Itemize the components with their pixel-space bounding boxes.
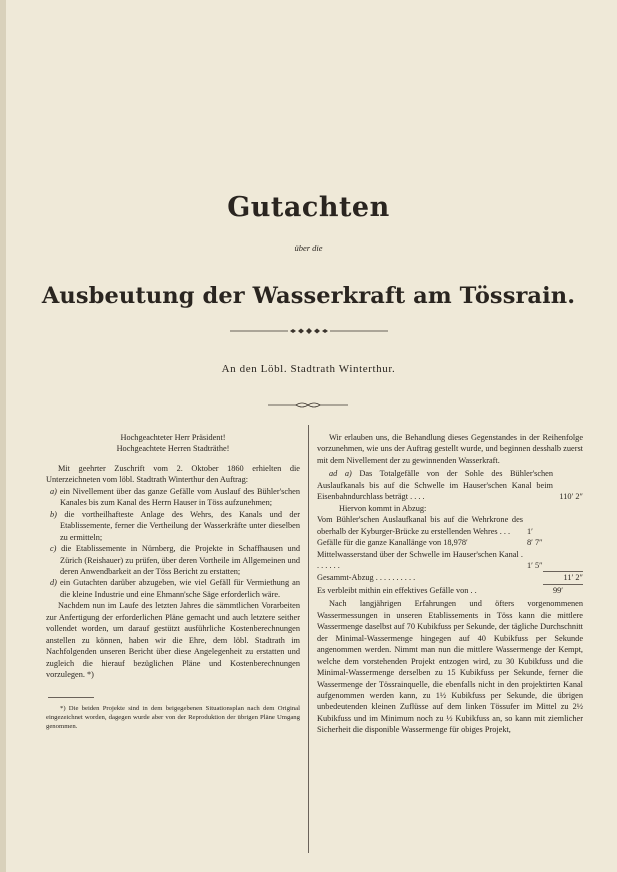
conclusion-paragraph: Nachdem nun im Laufe des letzten Jahres die sämmtlichen Vorarbeiten zur Anfertigung der erforderlichen Pläne gemacht und auch letztere seither vollendet worden, um darauf gestützt ausführliche Kostenberechnungen anstellen zu können, haben wir die Ehre, dem löbl. Stadtrath im Nachfolgenden unseren Bericht über diese Angelegenheit zu erstatten und zugleich die hierauf bezüglichen Pläne und Kostenberechnungen vorzulegen. *) [46, 601, 300, 680]
sum-row: Gesammt-Abzug . . . . . . . . . . 11′ 2″ [317, 573, 583, 583]
list-item: a) ein Nivellement über das ganze Gefälle vom Auslauf des Bühler'schen Kanales bis zum Kanal des Herrn Hauser in Töss aufzunehmen; [50, 486, 300, 508]
deduction-row: Vom Bühler'schen Auslaufkanal bis auf die Wehrkrone des oberhalb der Kyburger-Brücke zu erstellenden Wehres . . . 1′ [317, 515, 533, 536]
ornament-rule-small [268, 401, 348, 409]
deduction-row: Mittelwasserstand über der Schwelle im Hauser'schen Kanal . . . . . . . 1′ 5″ [317, 549, 543, 570]
sum-value: 11′ 2″ [563, 573, 583, 583]
remaining-fall-row: Es verbleibt mithin ein effektives Gefälle von . . 99′ [317, 585, 583, 596]
deduction-heading: Hiervon kommt in Abzug: [339, 503, 427, 513]
ornament-rule [230, 327, 388, 335]
right-column [317, 432, 583, 736]
page-title: Gutachten [227, 192, 390, 223]
address-line: An den Löbl. Stadtrath Winterthur. [221, 363, 396, 375]
deduction-row: Gefälle für die ganze Kanallänge von 18,978′ 8′ 7″ [317, 538, 543, 548]
list-item: b) die vortheilhafteste Anlage des Wehrs, des Kanals und der Etablissemente, ferner die Vertheilung der Wasserkräfte unter dieselben zu ermitteln; [50, 509, 300, 542]
greeting-president: Hochgeachteter Herr Präsident! [120, 433, 226, 442]
list-item: c) die Etablissemente in Nürnberg, die Projekte in Schaffhausen und Zürich (Reishauer) zu prüfen, über deren Vortheile im Allgemeinen und deren Anwendbarkeit an der Töss Bericht zu erstatten; [50, 544, 301, 576]
total-fall-row: ad a) Das Totalgefälle von der Sohle des Bühler'schen Auslaufkanals bis auf die Schwelle im Hauser'schen Kanal beim Eisenbahndurchlass beträgt . . . . 110′ 2″ [317, 469, 583, 502]
footnote: *) Die beiden Projekte sind in dem beigegebenen Situationsplan nach dem Original eingezeichnet worden, dagegen wurde aber von der Reproduktion der übrigen Pläne Umgang genommen. [46, 704, 300, 731]
list-item: d) ein Gutachten darüber abzugeben, wie viel Gefäll für Vermiethung an die kleine Industrie und eine Ehmann'sche Säge erforderlich wäre. [50, 578, 300, 599]
greeting-council: Hochgeachtete Herren Stadträthe! [116, 444, 230, 454]
column-divider [308, 425, 309, 853]
remaining-fall-value: 99′ [553, 585, 564, 595]
intro-paragraph-right: Wir erlauben uns, die Behandlung dieses Gegenstandes in der Reihenfolge vorzunehmen, wie uns der Auftrag gestellt wurde, und beginnen desshalb zuerst mit dem Nivellement der zu gewinnenden Wasserkraft. [317, 433, 583, 465]
left-column [46, 432, 300, 731]
scan-edge [0, 0, 6, 872]
title-connector: über die [294, 243, 323, 253]
footnote-rule [48, 697, 94, 698]
total-fall-value: 110′ 2″ [559, 492, 583, 502]
water-quantity-paragraph: Nach langjährigen Erfahrungen und öfters vorgenommenen Wassermessungen in unseren Etablissements in Töss kann die mittlere Wassermenge daselbst auf 70 Kubikfuss per Sekunde, der tägliche Durchschnitt der Minimal-Wassermenge hingegen auf 40 Kubikfuss per Sekunde angenommen werden. Nimmt man nun die mittlere Wassermenge der Kempt, welche dem vorstehenden Projekt entzogen wird, zu 30 Kubikfuss und die Minimal-Wassermenge derselben zu 15 Kubikfuss per Sekunde, ferner die Wassermenge der Tössrainquelle, die ebenfalls nicht in den projektirten Kanal aufgenommen werden kann, zu 1½ Kubikfuss per Sekunde, die übrigen unbedeutenden kleinen Zuflüsse auf dem linken Tössufer im Mittel zu 2½ Kubikfuss und im Minimum noch zu ½ Kubikfuss an, so kann mit ziemlicher Sicherheit die disponible Wassermenge für obiges Projekt, [317, 599, 583, 735]
main-title: Ausbeutung der Wasserkraft am Tössrain. [41, 283, 576, 309]
intro-paragraph: Mit geehrter Zuschrift vom 2. Oktober 1860 erhielten die Unterzeichneten vom löbl. Stadtrath Winterthur den Auftrag: [46, 463, 300, 485]
